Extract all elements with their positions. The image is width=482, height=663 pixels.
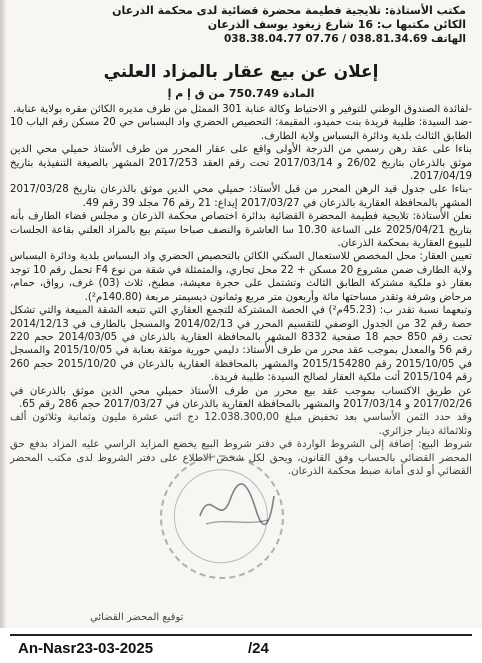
phone-line: الهاتف 038.81.34.69 / 07.76 038.38.04.77	[223, 33, 466, 45]
office-line: مكتب الأستاذة: تلايجية فطيمة محضرة قضائية لدى محكمة الذرعان	[112, 4, 466, 17]
footer-divider	[10, 634, 472, 636]
paragraph-auction-date: نعلن الأستاذة: تلايجية فطيمة المحضرة القضائية بدائرة اختصاص محكمة الذرعان و مجلس قضاء الطارف بأنه بتاريخ 2025/04/21 على الساعة 10.30 سا العاشرة والنصف صباحا سيتم بيع بالمزاد العلني بقاعة الجلسات للبيوع العقارية بمحكمة الذرعان.	[10, 211, 472, 250]
paragraph-property: تعيين العقار: محل المخصص للاستعمال السكني الكائن بالتحصيص الحضري واد البسباس بلدية ودائرة البسباس ولاية الطارف ضمن مشروع 20 مسكن + 22 محل تجاري، والمتمثلة في شقة من نوع F4 تحمل رقم 10 توجد بعقار ذو ملكية مشتركة الطابق الثالث وتشتمل على حجرة معيشة، مطبخ، ثلاث (03) غرف، رواق، حمام، مرحاض وشرفة وتقدر مساحتها مائة وأربعون متر مربع وثمانون ديسيمتر مربعة (140.80م²).	[10, 251, 472, 303]
paragraph-price: وقد حدد الثمن الأساسي بعد تخفيض مبلغ 12.038.300,00 دج اثني عشرة مليون وثمانية وثلاثون ألف وثلاثمائة دينار جزائري.	[10, 412, 472, 437]
paragraph-debtor: -ضد السيدة: طليبة فريدة بنت حميدو، المقيمة: التحصيص الحضري واد البسباس حي 20 مسكن رقم الباب 10 الطابق الثالث بلدية ودائرة البسباس ولاية الطارف.	[10, 117, 472, 142]
paragraph-lien-table: -بناءا على جدول قيد الرهن المحرر من قبل الأستاذ: حميلي محي الدين موثق بالذرعان بتاريخ 2017/03/28 المشهر بالمحافظة العقارية بالذرعان في 2017/03/27 إيداع: 21 رقم 76 مجلد 39 رقم 49.	[10, 184, 472, 209]
address-line: الكائن مكتبها ب: 16 شارع زيغود يوسف الذرعان	[207, 18, 466, 31]
scan-edge-shadow	[0, 0, 6, 663]
paragraph-share: وتبعهما نسبة تقدر ب: (45.23م²) في الحصة المشتركة للتجمع العقاري التي تتبعه الشقة المبيعة والتي تشكل حصة رقم 32 من الجدول الوصفي للتقسيم المحرر في 2014/02/13 والمسجل بالطارف في 2014/12/13 تحت رقم 850 حجم 18 صفحية 8332 المشهر بالمحافظة العقارية بالذرعان في 2014/03/05 حجم 220 رقم 56 والمعدل بموجب عقد محرر من طرف الأستاذ: دليمي حورية موثقة بعنابة في 2015/10/05 والمسجل في 2015/10/05 رقم 2015/154280 والمشهر بالمحافظة العقارية بالذرعان في 2015/10/20 حجم 260 رقم 2015/104 أثت ملكية العقار لصالح السيدة: طليبة فريدة.	[10, 305, 472, 384]
handwritten-signature	[196, 476, 276, 536]
notice-body	[10, 103, 472, 478]
page-number: /24	[248, 640, 269, 657]
paragraph-beneficiary: -لفائدة الصندوق الوطني للتوفير و الاحتياط وكالة عنابة 301 الممثل من طرف مديره الكائن مقره بولاية عنابة.	[12, 104, 472, 115]
paragraph-conditions: شروط البيع: إضافة إلى الشروط الواردة في دفتر شروط البيع يخضع المزايد الراسي عليه المزاد بدفع حق المحضر القضائي بالحساب وفق القانون، ويحق لكل شخص الاطلاع على دفتر الشروط لدى مكتب المحضر القضائي أو لدى أمانة ضبط محكمة الذرعان.	[10, 439, 472, 477]
paragraph-mortgage: بناءا على عقد رهن رسمي من الدرجة الأولى واقع على عقار المحرر من طرف الأستاذ حميلي محي الدين موثق بالذرعان بتاريخ 26/02 و 2017/03/14 تحت رقم العقد 2017/253 المشهر بالصيغة التنفيذية بتاريخ 2017/04/19.	[10, 144, 472, 183]
notice-title: إعلان عن بيع عقار بالمزاد العلني	[103, 62, 379, 82]
newspaper-label: An-Nasr23-03-2025	[18, 640, 154, 657]
paragraph-acquisition: عن طريق الاكتساب بموجب عقد بيع محرر من طرف الأستاذ حميلي محي الدين موثق بالذرعان في 2017/02/26 و 2017/03/14 والمشهر بالمحافظة العقارية بالذرعان في 2017/03/27 حجم 286 رقم 65.	[10, 385, 472, 410]
signature-caption: توقيع المحضر القضائي	[90, 612, 184, 623]
office-header	[10, 4, 472, 46]
legal-notice	[10, 4, 472, 478]
legal-article: المادة 750.749 من ق إ م إ	[167, 87, 315, 100]
